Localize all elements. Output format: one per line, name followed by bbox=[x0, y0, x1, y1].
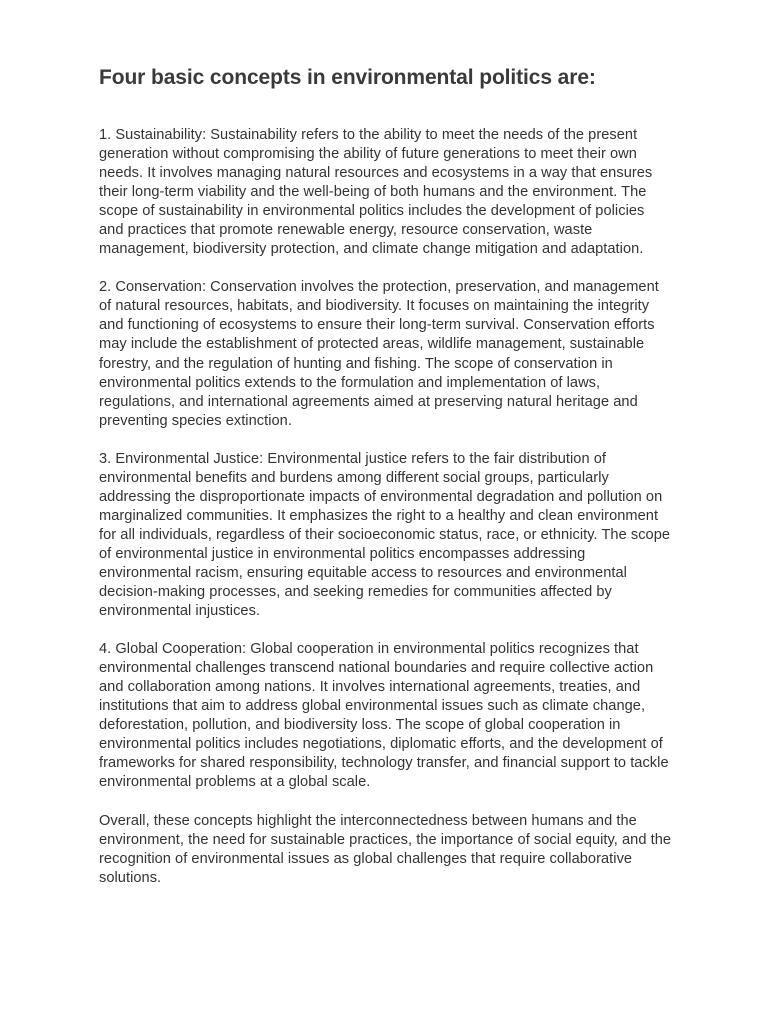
paragraph-overall-summary: Overall, these concepts highlight the interconnectedness between humans and the environment, the need for sustainable practices, the importance of social equity, and the recognition of environmental issues as global challenges that require collaborative solutions. bbox=[99, 812, 672, 886]
paragraph-conservation: 2. Conservation: Conservation involves the protection, preservation, and management of natural resources, habitats, and biodiversity. It focuses on maintaining the integrity and functioning of ecosystems to ensure their long-term survival. Conservation efforts may include the establishment of protected areas, wildlife management, sustainable forestry, and the regulation of hunting and fishing. The scope of conservation in environmental politics extends to the formulation and implementation of laws, regulations, and international agreements aimed at preserving natural heritage and preventing species extinction. bbox=[99, 279, 659, 429]
paragraph-sustainability: 1. Sustainability: Sustainability refers to the ability to meet the needs of the present generation without compromising the ability of future generations to meet their own needs. It involves managing natural resources and ecosystems in a way that ensures their long-term viability and the well-being of both humans and the environment. The scope of sustainability in environmental politics includes the development of policies and practices that promote renewable energy, resource conservation, waste management, biodiversity protection, and climate change mitigation and adaptation. bbox=[99, 127, 653, 258]
document-title: Four basic concepts in environmental politics are: bbox=[99, 66, 596, 89]
paragraph-environmental-justice: 3. Environmental Justice: Environmental justice refers to the fair distribution of environmental benefits and burdens among different social groups, particularly addressing the disproportionate impacts of environmental degradation and pollution on marginalized communities. It emphasizes the right to a healthy and clean environment for all individuals, regardless of their socioeconomic status, race, or ethnicity. The scope of environmental justice in environmental politics encompasses addressing environmental racism, ensuring equitable access to resources and environmental decision-making processes, and seeking remedies for communities affected by environmental injustices. bbox=[99, 450, 671, 620]
paragraph-global-cooperation: 4. Global Cooperation: Global cooperation in environmental politics recognizes that environmental challenges transcend national boundaries and require collective action and collaboration among nations. It involves international agreements, treaties, and institutions that aim to address global environmental issues such as climate change, deforestation, pollution, and biodiversity loss. The scope of global cooperation in environmental politics includes negotiations, diplomatic efforts, and the development of frameworks for shared responsibility, technology transfer, and financial support to tackle environmental problems at a global scale. bbox=[99, 641, 669, 791]
